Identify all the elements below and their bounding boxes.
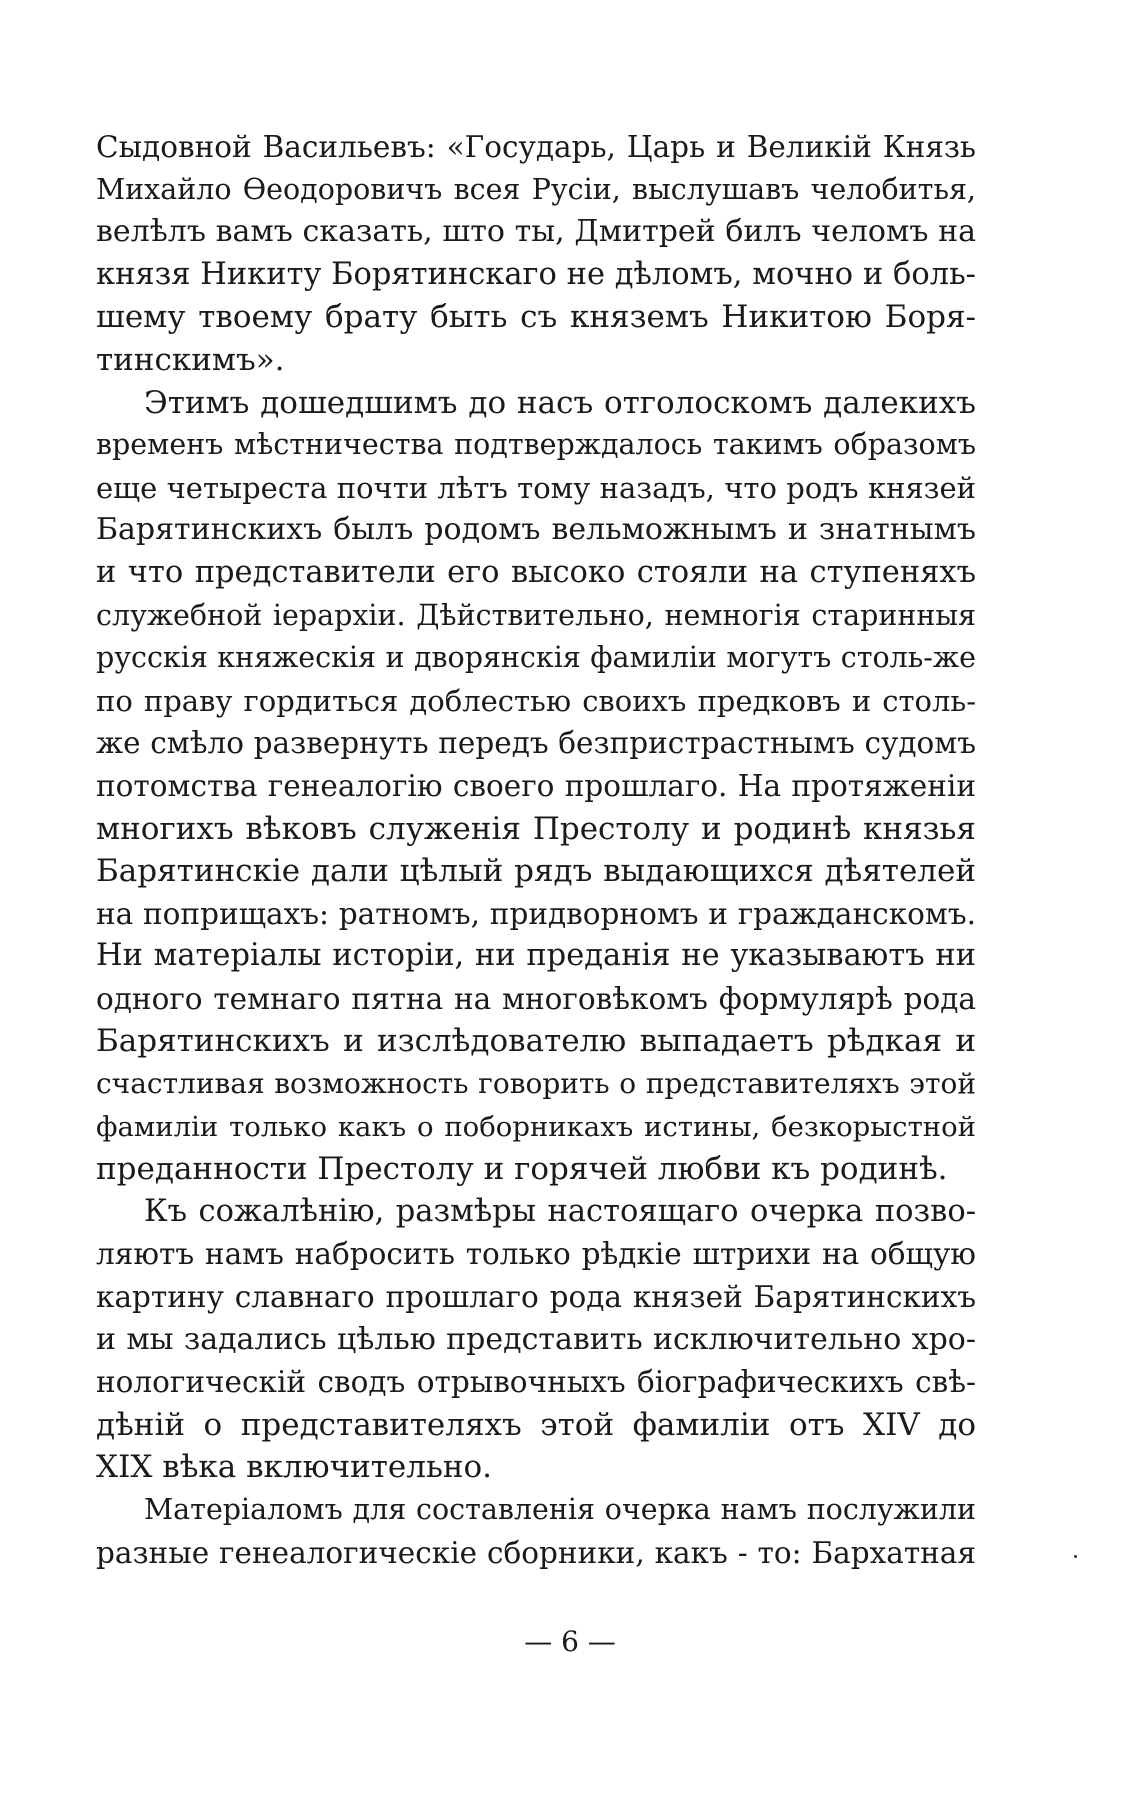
text-line: нологическій сводъ отрывочныхъ біографическихъ свѣ- xyxy=(96,1365,976,1400)
text-line: Барятинскихъ былъ родомъ вельможнымъ и знатнымъ xyxy=(96,512,976,548)
text-line: велѣлъ вамъ сказать, што ты, Дмитрей билъ челомъ на xyxy=(96,214,976,250)
text-line: одного темнаго пятна на многовѣкомъ формулярѣ рода xyxy=(96,981,976,1016)
text-line: тинскимъ». xyxy=(96,341,285,378)
text-line: Къ сожалѣнію, размѣры настоящаго очерка позво- xyxy=(144,1193,976,1229)
text-line: преданности Престолу и горячей любви къ родинѣ. xyxy=(96,1151,948,1188)
text-line: картину славнаго прошлаго рода князей Барятинскихъ xyxy=(96,1280,976,1315)
text-line: потомства генеалогію своего прошлаго. На протяженіи xyxy=(96,768,976,803)
text-line: Ни матеріалы исторіи, ни преданія не указываютъ ни xyxy=(96,938,976,974)
text-line: еще четыреста почти лѣтъ тому назадъ, что родъ князей xyxy=(96,470,976,505)
text-line: Барятинскіе дали цѣлый рядъ выдающихся дѣятелей xyxy=(96,853,976,890)
text-line: князя Никиту Борятинскаго не дѣломъ, мочно и боль- xyxy=(96,256,976,292)
text-line: разные генеалогическіе сборники, какъ - то: Бархатная xyxy=(96,1535,976,1570)
text-line: счастливая возможность говорить о представителяхъ этой xyxy=(96,1067,976,1101)
body-text xyxy=(96,126,976,1574)
text-line: Этимъ дошедшимъ до насъ отголоскомъ далекихъ xyxy=(144,384,976,421)
text-line: многихъ вѣковъ служенія Престолу и родинѣ князья xyxy=(96,810,976,847)
text-line: же смѣло развернуть передъ безпристрастнымъ судомъ xyxy=(96,726,976,761)
text-line: и мы задались цѣлью представить исключительно хро- xyxy=(96,1321,976,1357)
text-line: на поприщахъ: ратномъ, придворномъ и гражданскомъ. xyxy=(96,896,976,931)
text-line: дѣній о представителяхъ этой фамиліи отъ XIV до xyxy=(96,1406,976,1443)
page-number: — 6 — xyxy=(524,1625,616,1658)
paragraph-4 xyxy=(96,1489,976,1574)
text-line: и что представители его высоко стояли на ступеняхъ xyxy=(96,554,976,590)
text-line: Сыдовной Васильевъ: «Государь, Царь и Великій Князь xyxy=(96,130,976,164)
text-line: фамиліи только какъ о поборникахъ истины, безкорыстной xyxy=(96,1110,976,1143)
text-line: временъ мѣстничества подтверждалось такимъ образомъ xyxy=(96,428,976,462)
text-line: XIX вѣка включительно. xyxy=(96,1449,493,1486)
text-line: Михайло Өеодоровичъ всея Русіи, выслушавъ челобитья, xyxy=(96,172,976,206)
text-line: ляютъ намъ набросить только рѣдкіе штрихи на общую xyxy=(96,1237,976,1272)
ink-speck xyxy=(1074,1555,1077,1558)
text-line: служебной іерархіи. Дѣйствительно, немногія старинныя xyxy=(96,598,976,632)
paragraph-1 xyxy=(96,126,976,382)
text-line: шему твоему брату быть съ княземъ Никитою Боря- xyxy=(96,299,976,336)
text-line: Барятинскихъ и изслѣдователю выпадаетъ рѣдкая и xyxy=(96,1023,976,1060)
text-line: по праву гордиться доблестью своихъ предковъ и столь- xyxy=(96,683,976,718)
paragraph-3 xyxy=(96,1191,976,1489)
text-line: Матеріаломъ для составленія очерка намъ послужили xyxy=(144,1493,976,1526)
paragraph-2 xyxy=(96,382,976,1191)
text-line: русскія княжескія и дворянскія фамиліи могутъ столь-же xyxy=(96,641,976,675)
